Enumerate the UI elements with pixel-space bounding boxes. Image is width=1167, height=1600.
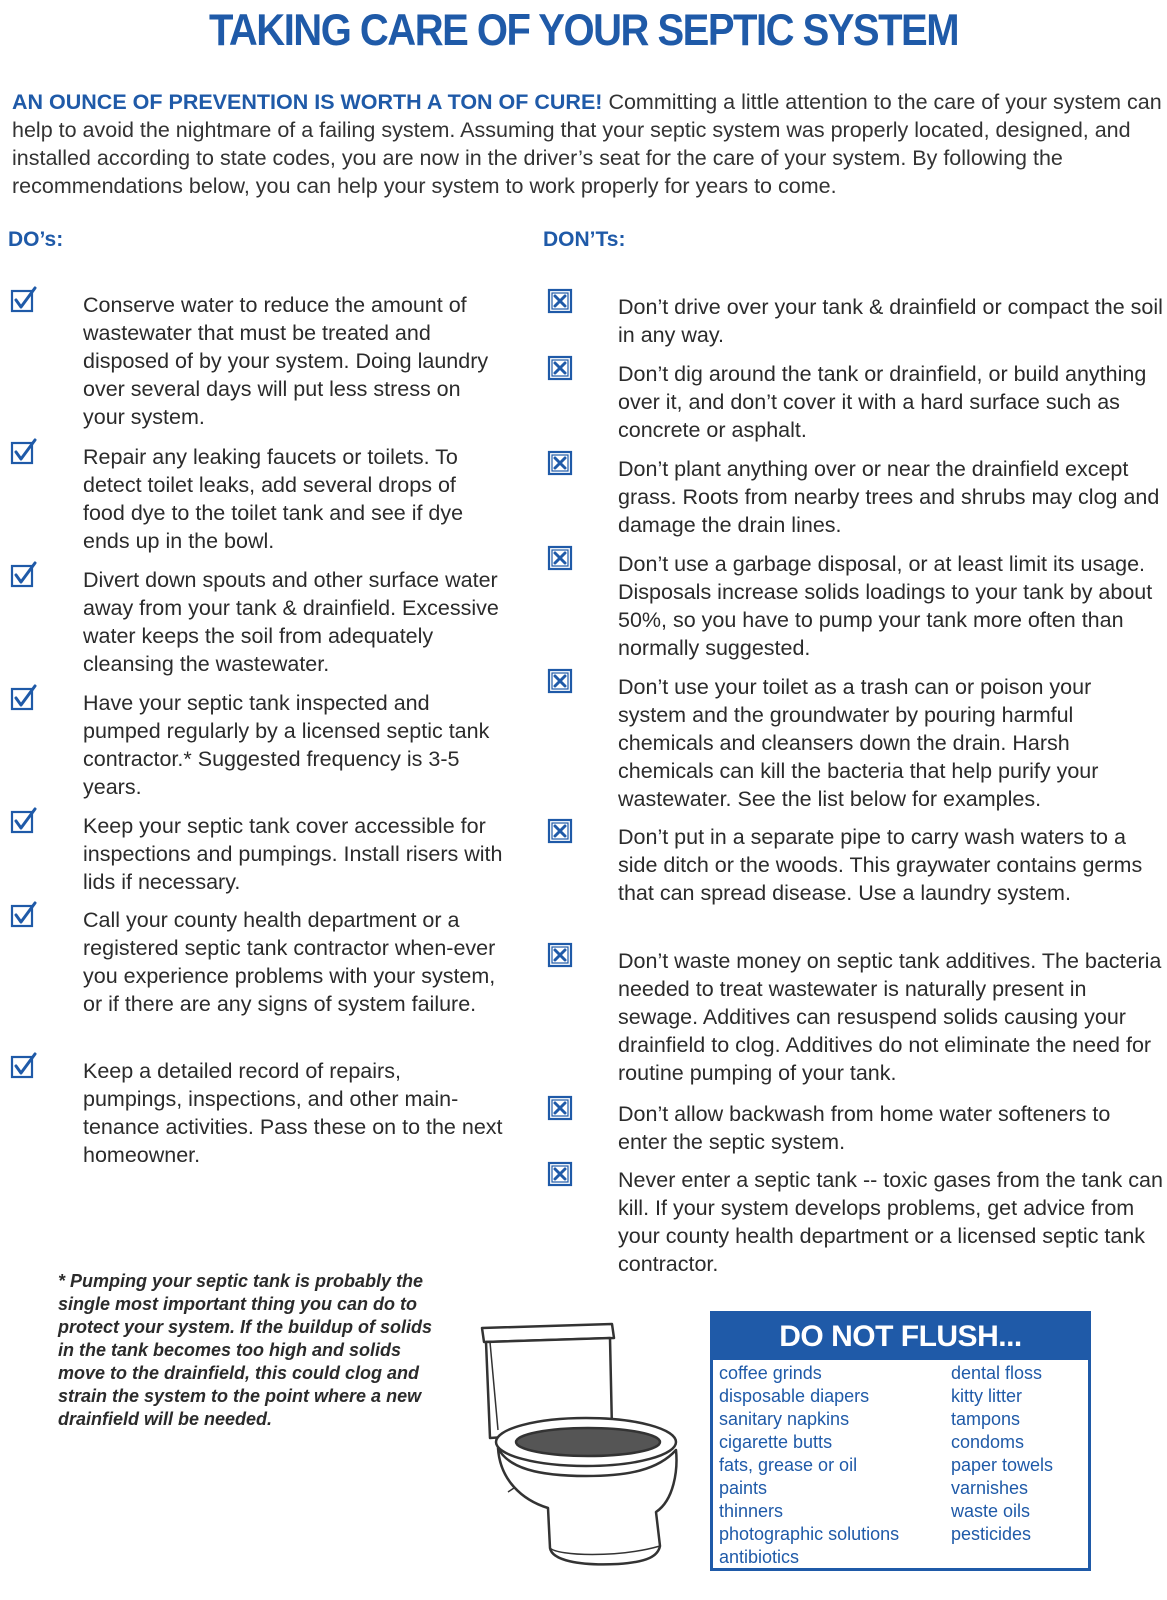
checkmark-icon bbox=[10, 286, 36, 312]
do-not-flush-right-list bbox=[951, 1362, 1053, 1546]
list-item: photographic solutions bbox=[719, 1524, 900, 1544]
page-title: TAKING CARE OF YOUR SEPTIC SYSTEM bbox=[208, 6, 959, 56]
intro-lead: AN OUNCE OF PREVENTION IS WORTH A TON OF CURE! bbox=[12, 90, 603, 114]
dont-item: Never enter a septic tank -- toxic gases from the tank can kill. If your system develops problems, get advice from your county health department or a licensed septic tank contractor. bbox=[618, 1168, 1163, 1276]
do-item: Keep a detailed record of repairs, pumpings, inspections, and other main-tenance activities. Pass these on to the next homeowner. bbox=[83, 1059, 503, 1167]
list-item: pesticides bbox=[951, 1524, 1032, 1544]
do-item: Divert down spouts and other surface water away from your tank & drainfield. Excessive water keeps the soil from adequately cleansing the wastewater. bbox=[83, 568, 499, 676]
dont-item: Don’t allow backwash from home water softeners to enter the septic system. bbox=[618, 1102, 1111, 1154]
donts-heading: DON’Ts: bbox=[543, 228, 626, 251]
dont-item: Don’t plant anything over or near the drainfield except grass. Roots from nearby trees and shrubs may clog and damage the drain lines. bbox=[618, 457, 1160, 537]
dos-heading: DO’s: bbox=[8, 228, 64, 251]
x-box-icon bbox=[547, 942, 573, 968]
checkmark-icon bbox=[10, 561, 36, 587]
x-box-icon bbox=[547, 1095, 573, 1121]
dont-item: Don’t put in a separate pipe to carry wash waters to a side ditch or the woods. This graywater contains germs that can spread disease. Use a laundry system. bbox=[618, 825, 1143, 905]
x-box-icon bbox=[547, 1161, 573, 1187]
list-item: antibiotics bbox=[719, 1547, 800, 1567]
dont-item: Don’t use a garbage disposal, or at least limit its usage. Disposals increase solids loadings to your tank by about 50%, so you have to pump your tank more often than normally suggested. bbox=[618, 552, 1153, 660]
toilet-illustration bbox=[478, 1320, 698, 1580]
list-item: tampons bbox=[951, 1409, 1021, 1429]
intro-paragraph bbox=[12, 88, 1162, 200]
x-box-icon bbox=[547, 668, 573, 694]
do-not-flush-heading: DO NOT FLUSH... bbox=[713, 1314, 1088, 1360]
checkmark-icon bbox=[10, 901, 36, 927]
dont-item: Don’t waste money on septic tank additives. The bacteria needed to treat wastewater is naturally present in sewage. Additives can resuspend solids causing your drainfield to clog. Additives do not eliminate the need for routine pumping of your tank. bbox=[618, 949, 1162, 1085]
list-item: fats, grease or oil bbox=[719, 1455, 858, 1475]
footnote: * Pumping your septic tank is probably the single most important thing you can do to protect your system. If the buildup of solids in the tank becomes too high and solids move to the drainfield, this could clog and strain the system to the point where a new drainfield will be needed. bbox=[58, 1271, 433, 1429]
toilet-icon bbox=[478, 1320, 698, 1580]
dont-item: Don’t drive over your tank & drainfield or compact the soil in any way. bbox=[618, 295, 1163, 347]
checkmark-icon bbox=[10, 1052, 36, 1078]
x-box-icon bbox=[547, 355, 573, 381]
do-item: Conserve water to reduce the amount of wastewater that must be treated and disposed of by your system. Doing laundry over several days will put less stress on your system. bbox=[83, 293, 489, 429]
list-item: kitty litter bbox=[951, 1386, 1023, 1406]
list-item: coffee grinds bbox=[719, 1363, 822, 1383]
do-item: Have your septic tank inspected and pumped regularly by a licensed septic tank contractor.* Suggested frequency is 3-5 years. bbox=[83, 691, 490, 799]
list-item: sanitary napkins bbox=[719, 1409, 850, 1429]
list-item: dental floss bbox=[951, 1363, 1043, 1383]
do-item: Repair any leaking faucets or toilets. To detect toilet leaks, add several drops of food dye to the toilet tank and see if dye ends up in the bowl. bbox=[83, 445, 464, 553]
x-box-icon bbox=[547, 545, 573, 571]
x-box-icon bbox=[547, 288, 573, 314]
do-item: Keep your septic tank cover accessible for inspections and pumpings. Install risers with lids if necessary. bbox=[83, 814, 503, 894]
checkmark-icon bbox=[10, 807, 36, 833]
x-box-icon bbox=[547, 450, 573, 476]
list-item: cigarette butts bbox=[719, 1432, 833, 1452]
dont-item: Don’t use your toilet as a trash can or poison your system and the groundwater by pouring harmful chemicals and cleansers down the drain. Harsh chemicals can kill the bacteria that help purify your wastewater. See the list below for examples. bbox=[618, 675, 1099, 811]
x-box-icon bbox=[547, 818, 573, 844]
checkmark-icon bbox=[10, 438, 36, 464]
do-not-flush-left-list bbox=[719, 1362, 899, 1569]
intro-body: Committing a little attention to the care of your system can help to avoid the nightmare of a failing system. Assuming that your septic system was properly located, designed, and installed according to state codes, you are now in the driver’s seat for the care of your system. By following the recommendations below, you can help your system to work properly for years to come. bbox=[12, 90, 1162, 198]
list-item: condoms bbox=[951, 1432, 1025, 1452]
do-not-flush-box bbox=[710, 1311, 1091, 1571]
list-item: thinners bbox=[719, 1501, 784, 1521]
list-item: disposable diapers bbox=[719, 1386, 870, 1406]
do-item: Call your county health department or a registered septic tank contractor when-ever you experience problems with your system, or if there are any signs of system failure. bbox=[83, 908, 496, 1016]
list-item: varnishes bbox=[951, 1478, 1029, 1498]
list-item: paints bbox=[719, 1478, 768, 1498]
checkmark-icon bbox=[10, 684, 36, 710]
list-item: paper towels bbox=[951, 1455, 1054, 1475]
dont-item: Don’t dig around the tank or drainfield, or build anything over it, and don’t cover it with a hard surface such as concrete or asphalt. bbox=[618, 362, 1147, 442]
list-item: waste oils bbox=[951, 1501, 1031, 1521]
